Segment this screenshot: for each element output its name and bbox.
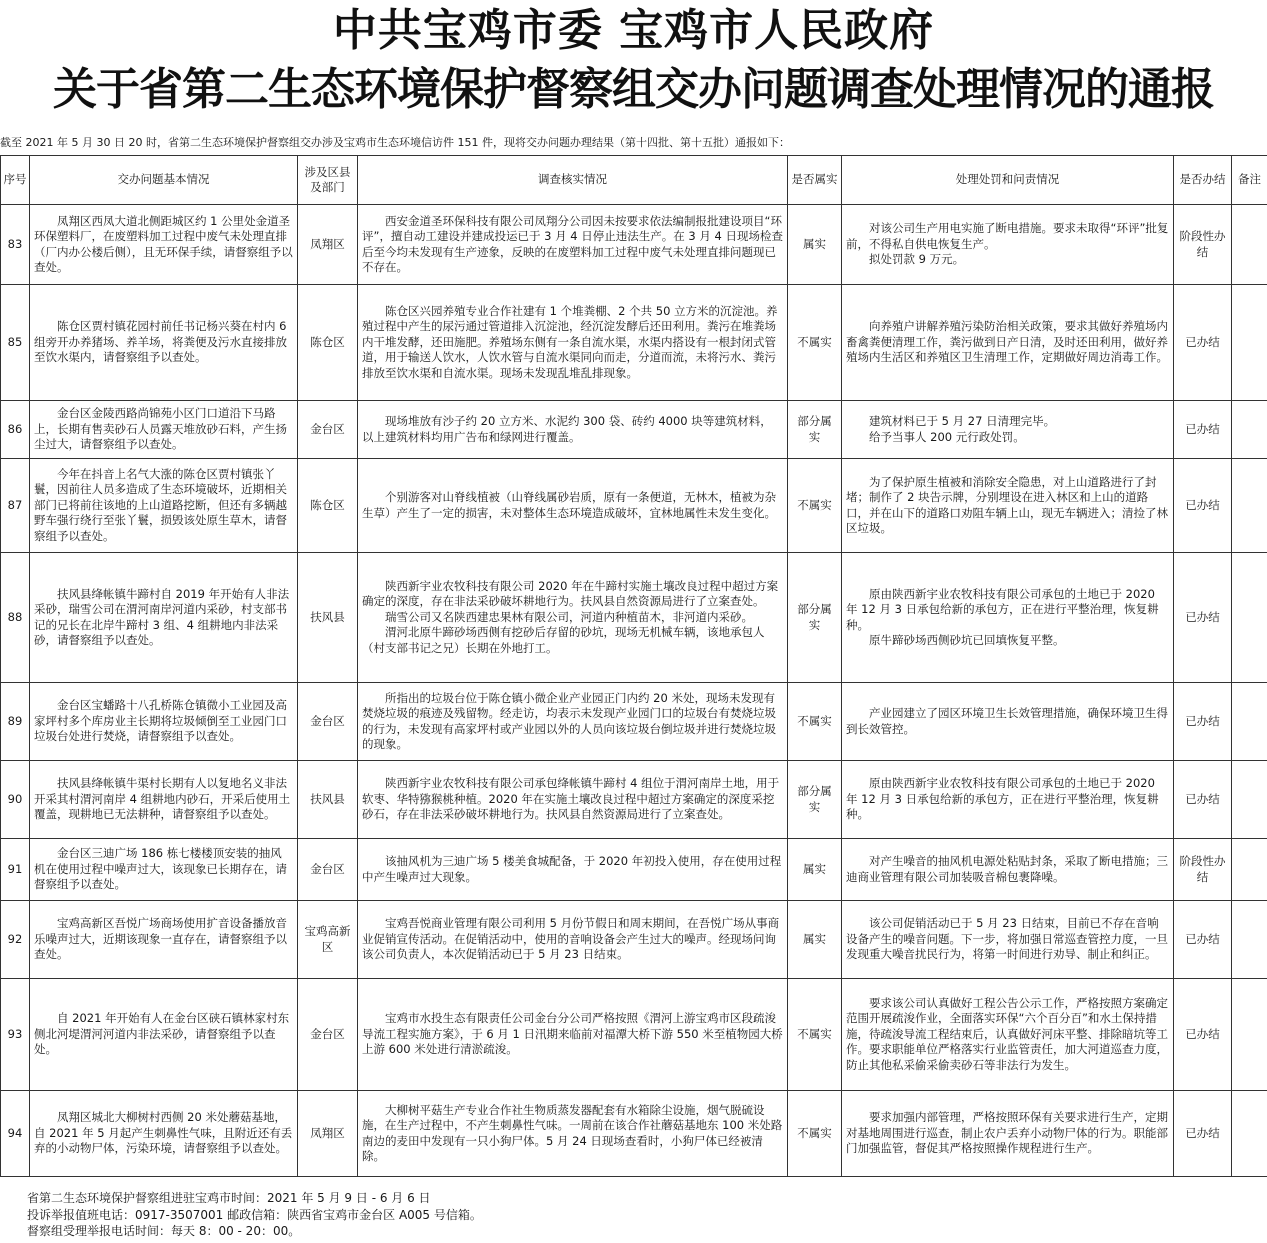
table-row xyxy=(1,459,1267,553)
cell-remark xyxy=(1232,979,1267,1091)
table-row xyxy=(1,683,1267,761)
cell-basic: 扶风县绛帐镇牛渠村长期有人以复地名义非法开采其村渭河南岸 4 组耕地内砂石，开采后使用土覆盖，现耕地已无法耕种，请督察组予以查处。 xyxy=(30,761,298,839)
cell-verified: 不属实 xyxy=(788,979,842,1091)
cell-done: 已办结 xyxy=(1174,285,1232,401)
cell-district: 陈仓区 xyxy=(298,285,358,401)
header-investigation: 调查核实情况 xyxy=(358,156,788,205)
cell-basic: 金台区宝蟠路十八孔桥陈仓镇微小工业园及高家坪村多个库房业主长期将垃圾倾倒至工业园门口垃圾台处进行焚烧，请督察组予以查处。 xyxy=(30,683,298,761)
cell-done: 已办结 xyxy=(1174,553,1232,683)
cell-verified: 属实 xyxy=(788,901,842,979)
cell-investigation: 陕西新宇业农牧科技有限公司 2020 年在牛蹄村实施土壤改良过程中超过方案确定的深度，存在非法采砂破坏耕地行为。扶风县自然资源局进行了立案查处。 瑞雪公司又名陕西建忠果林有限公司，河道内种植苗木，非河道内采砂。 渭河北原牛蹄砂场西侧有挖砂后存留的砂坑，现场无机械车辆，该地承包人（村支部书记之兄）长期在外地打工。 xyxy=(358,553,788,683)
cell-investigation: 宝鸡吾悦商业管理有限公司利用 5 月份节假日和周末期间，在吾悦广场从事商业促销宣传活动。在促销活动中，使用的音响设备会产生过大的噪声。经现场问询该公司负责人，本次促销活动已于 5 月 23 日结束。 xyxy=(358,901,788,979)
cell-handling: 对该公司生产用电实施了断电措施。要求未取得“环评”批复前，不得私自供电恢复生产。 拟处罚款 9 万元。 xyxy=(842,205,1174,285)
table-row xyxy=(1,401,1267,459)
cell-district: 金台区 xyxy=(298,683,358,761)
cell-verified: 部分属实 xyxy=(788,553,842,683)
cell-seq: 86 xyxy=(1,401,30,459)
cell-seq: 85 xyxy=(1,285,30,401)
cell-district: 凤翔区 xyxy=(298,205,358,285)
cell-done: 已办结 xyxy=(1174,1091,1232,1177)
notice-title-line2: 关于省第二生态环境保护督察组交办问题调查处理情况的通报 xyxy=(53,64,1214,115)
table-row xyxy=(1,839,1267,901)
header-district: 涉及区县及部门 xyxy=(298,156,358,205)
cell-seq: 89 xyxy=(1,683,30,761)
cell-basic: 金台区三迪广场 186 栋七楼楼顶安装的抽风机在使用过程中噪声过大，该现象已长期存在，请督察组予以查处。 xyxy=(30,839,298,901)
case-table xyxy=(0,155,1267,1177)
cell-seq: 87 xyxy=(1,459,30,553)
cell-seq: 83 xyxy=(1,205,30,285)
cell-handling: 建筑材料已于 5 月 27 日清理完毕。 给予当事人 200 元行政处罚。 xyxy=(842,401,1174,459)
footer-hotline: 投诉举报值班电话：0917-3507001 邮政信箱：陕西省宝鸡市金台区 A005 号信箱。 xyxy=(27,1207,482,1222)
cell-basic: 凤翔区西凤大道北侧距城区约 1 公里处金道圣环保塑料厂，在废塑料加工过程中废气未处理直排（厂内办公楼后侧），且无环保手续，请督察组予以查处。 xyxy=(30,205,298,285)
header-remark: 备注 xyxy=(1232,156,1267,205)
cell-investigation: 陕西新宇业农牧科技有限公司承包绛帐镇牛蹄村 4 组位于渭河南岸土地，用于软枣、华特猕猴桃种植。2020 年在实施土壤改良过程中超过方案确定的深度采挖砂石，存在非法采砂破坏耕地行为。扶风县自然资源局进行了立案查处。 xyxy=(358,761,788,839)
table-row xyxy=(1,1091,1267,1177)
cell-seq: 94 xyxy=(1,1091,30,1177)
footer-hours: 督察组受理举报电话时间：每天 8：00 - 20：00。 xyxy=(27,1224,301,1238)
cell-district: 陈仓区 xyxy=(298,459,358,553)
cell-verified: 部分属实 xyxy=(788,761,842,839)
cell-verified: 属实 xyxy=(788,205,842,285)
header-handling: 处理处罚和问责情况 xyxy=(842,156,1174,205)
cell-remark xyxy=(1232,839,1267,901)
cell-basic: 金台区金陵西路尚锦苑小区门口道沿下马路上，长期有售卖砂石人员露天堆放砂石料，产生扬尘过大，请督察组予以查处。 xyxy=(30,401,298,459)
table-row xyxy=(1,979,1267,1091)
cell-handling: 该公司促销活动已于 5 月 23 日结束，目前已不存在音响设备产生的噪音问题。下一步，将加强日常巡查管控力度，一旦发现重大噪音扰民行为，将第一时间进行劝导、制止和纠正。 xyxy=(842,901,1174,979)
cell-handling: 要求该公司认真做好工程公告公示工作，严格按照方案确定范围开展疏浚作业，全面落实环保“六个百分百”和水土保持措施，待疏浚导流工程结束后，认真做好河床平整、排除暗坑等工作。要求职能单位严格落实行业监管责任，加大河道巡查力度，防止其他私采偷采偷卖砂石等非法行为发生。 xyxy=(842,979,1174,1091)
cell-done: 已办结 xyxy=(1174,459,1232,553)
footer-info xyxy=(27,1190,482,1240)
cell-district: 扶风县 xyxy=(298,553,358,683)
cell-remark xyxy=(1232,205,1267,285)
cell-investigation: 大柳树平菇生产专业合作社生物质蒸发器配套有水箱除尘设施，烟气脱硫设施，在生产过程中，不产生刺鼻性气味。一周前在该合作社蘑菇基地东 100 米处路南边的麦田中发现有一只小狗尸体。5 月 24 日现场查看时，小狗尸体已经被清除。 xyxy=(358,1091,788,1177)
header-done: 是否办结 xyxy=(1174,156,1232,205)
cell-handling: 产业园建立了园区环境卫生长效管理措施，确保环境卫生得到长效管控。 xyxy=(842,683,1174,761)
cell-done: 已办结 xyxy=(1174,761,1232,839)
cell-district: 金台区 xyxy=(298,839,358,901)
cell-handling: 要求加强内部管理，严格按照环保有关要求进行生产，定期对基地周围进行巡查，制止农户丢弃小动物尸体的行为。职能部门加强监管，督促其严格按照操作规程进行生产。 xyxy=(842,1091,1174,1177)
cell-seq: 91 xyxy=(1,839,30,901)
cell-seq: 92 xyxy=(1,901,30,979)
cell-handling: 向养殖户讲解养殖污染防治相关政策，要求其做好养殖场内畜禽粪便清理工作，粪污做到日产日清，及时还田利用，做好养殖场内生活区和养殖区卫生清理工作，定期做好周边消毒工作。 xyxy=(842,285,1174,401)
cell-investigation: 西安金道圣环保科技有限公司凤翔分公司因未按要求依法编制报批建设项目“环评”，擅自动工建设并建成投运已于 3 月 4 日停止违法生产。在 3 月 4 日现场检查后至今均未发现有生产迹象，反映的在废塑料加工过程中废气未处理直排问题现已不存在。 xyxy=(358,205,788,285)
cell-basic: 扶风县绛帐镇牛蹄村自 2019 年开始有人非法采砂，瑞雪公司在渭河南岸河道内采砂，村支部书记的兄长在北岸牛蹄村 3 组、4 组耕地内非法采砂，请督察组予以查处。 xyxy=(30,553,298,683)
cell-verified: 不属实 xyxy=(788,285,842,401)
cell-basic: 陈仓区贾村镇花园村前任书记杨兴葵在村内 6 组旁开办养猪场、养羊场，将粪便及污水直接排放至饮水渠内，请督察组予以查处。 xyxy=(30,285,298,401)
cell-remark xyxy=(1232,285,1267,401)
cell-handling: 原由陕西新宇业农牧科技有限公司承包的土地已于 2020 年 12 月 3 日承包给新的承包方，正在进行平整治理，恢复耕种。 原牛蹄砂场西侧砂坑已回填恢复平整。 xyxy=(842,553,1174,683)
footer-stationed-time: 省第二生态环境保护督察组进驻宝鸡市时间：2021 年 5 月 9 日 - 6 月 6 日 xyxy=(27,1191,431,1205)
table-row xyxy=(1,205,1267,285)
header-verified: 是否属实 xyxy=(788,156,842,205)
cell-basic: 宝鸡高新区吾悦广场商场使用扩音设备播放音乐噪声过大，近期该现象一直存在，请督察组予以查处。 xyxy=(30,901,298,979)
cell-district: 金台区 xyxy=(298,401,358,459)
cell-remark xyxy=(1232,901,1267,979)
notice-title-line1: 中共宝鸡市委 宝鸡市人民政府 xyxy=(332,5,935,56)
cell-remark xyxy=(1232,459,1267,553)
cell-district: 金台区 xyxy=(298,979,358,1091)
cell-handling: 原由陕西新宇业农牧科技有限公司承包的土地已于 2020 年 12 月 3 日承包给新的承包方，正在进行平整治理，恢复耕种。 xyxy=(842,761,1174,839)
cell-handling: 对产生噪音的抽风机电源处粘贴封条，采取了断电措施；三迪商业管理有限公司加装吸音棉包裹降噪。 xyxy=(842,839,1174,901)
cell-basic: 自 2021 年开始有人在金台区硖石镇林家村东侧北河堤渭河河道内非法采砂，请督察组予以查处。 xyxy=(30,979,298,1091)
cell-done: 已办结 xyxy=(1174,683,1232,761)
cell-remark xyxy=(1232,1091,1267,1177)
cell-district: 宝鸡高新区 xyxy=(298,901,358,979)
cell-seq: 93 xyxy=(1,979,30,1091)
cell-remark xyxy=(1232,553,1267,683)
cell-done: 已办结 xyxy=(1174,979,1232,1091)
header-basic: 交办问题基本情况 xyxy=(30,156,298,205)
cell-investigation: 现场堆放有沙子约 20 立方米、水泥约 300 袋、砖约 4000 块等建筑材料，以上建筑材料均用广告布和绿网进行覆盖。 xyxy=(358,401,788,459)
table-row xyxy=(1,761,1267,839)
cell-verified: 属实 xyxy=(788,839,842,901)
cell-seq: 88 xyxy=(1,553,30,683)
cell-investigation: 陈仓区兴园养殖专业合作社建有 1 个堆粪棚、2 个共 50 立方米的沉淀池。养殖过程中产生的尿污通过管道排入沉淀池，经沉淀发酵后还田利用。粪污在堆粪场内干堆发酵，还田施肥。养殖场东侧有一条自流水渠，水渠内搭设有一根封闭式管道，用于输送人饮水，人饮水管与自流水渠同向而走，分道而流，未将污水、粪污排放至饮水渠和自流水渠。现场未发现乱堆乱排现象。 xyxy=(358,285,788,401)
cell-basic: 凤翔区城北大柳树村西侧 20 米处蘑菇基地，自 2021 年 5 月起产生刺鼻性气味，且附近还有丢弃的小动物尸体，污染环境，请督察组予以查处。 xyxy=(30,1091,298,1177)
table-row xyxy=(1,901,1267,979)
cell-remark xyxy=(1232,683,1267,761)
cell-handling: 为了保护原生植被和消除安全隐患，对上山道路进行了封堵；制作了 2 块告示牌，分别埋设在进入林区和上山的道路口，并在山下的道路口劝阻车辆上山，现无车辆进入；清捡了林区垃圾。 xyxy=(842,459,1174,553)
cell-remark xyxy=(1232,401,1267,459)
cell-remark xyxy=(1232,761,1267,839)
cell-verified: 部分属实 xyxy=(788,401,842,459)
header-seq: 序号 xyxy=(1,156,30,205)
cell-done: 阶段性办结 xyxy=(1174,839,1232,901)
cell-investigation: 该抽风机为三迪广场 5 楼美食城配备，于 2020 年初投入使用，存在使用过程中产生噪声过大现象。 xyxy=(358,839,788,901)
cell-basic: 今年在抖音上名气大涨的陈仓区贾村镇张丫鬟，因前往人员多造成了生态环境破坏，近期相关部门已将前往该地的上山道路挖断，但还有多辆越野车强行绕行至张丫鬟，损毁该处原生草木，请督察组予以查处。 xyxy=(30,459,298,553)
cell-district: 凤翔区 xyxy=(298,1091,358,1177)
cell-investigation: 个别游客对山脊线植被（山脊线属砂岩质，原有一条便道，无林木，植被为杂生草）产生了一定的损害，未对整体生态环境造成破坏，宜林地属性未发生变化。 xyxy=(358,459,788,553)
table-header-row xyxy=(1,156,1267,205)
cell-verified: 不属实 xyxy=(788,683,842,761)
cell-investigation: 所指出的垃圾台位于陈仓镇小微企业产业园正门内约 20 米处，现场未发现有焚烧垃圾的痕迹及残留物。经走访，均表示未发现产业园门口的垃圾台有焚烧垃圾的行为，未发现有高家坪村或产业园以外的人员向该垃圾台倒垃圾并进行焚烧垃圾的现象。 xyxy=(358,683,788,761)
cell-district: 扶风县 xyxy=(298,761,358,839)
cell-seq: 90 xyxy=(1,761,30,839)
cell-investigation: 宝鸡市水投生态有限责任公司金台分公司严格按照《渭河上游宝鸡市区段疏浚导流工程实施方案》，于 6 月 1 日汛期来临前对福潭大桥下游 550 米至植物园大桥上游 600 米处进行清淤疏浚。 xyxy=(358,979,788,1091)
table-row xyxy=(1,285,1267,401)
cell-done: 阶段性办结 xyxy=(1174,205,1232,285)
cell-done: 已办结 xyxy=(1174,401,1232,459)
cell-verified: 不属实 xyxy=(788,1091,842,1177)
intro-paragraph: 截至 2021 年 5 月 30 日 20 时，省第二生态环境保护督察组交办涉及宝鸡市生态环境信访件 151 件，现将交办问题办理结果（第十四批、第十五批）通报如下： xyxy=(0,136,790,149)
table-row xyxy=(1,553,1267,683)
cell-verified: 不属实 xyxy=(788,459,842,553)
cell-done: 已办结 xyxy=(1174,901,1232,979)
